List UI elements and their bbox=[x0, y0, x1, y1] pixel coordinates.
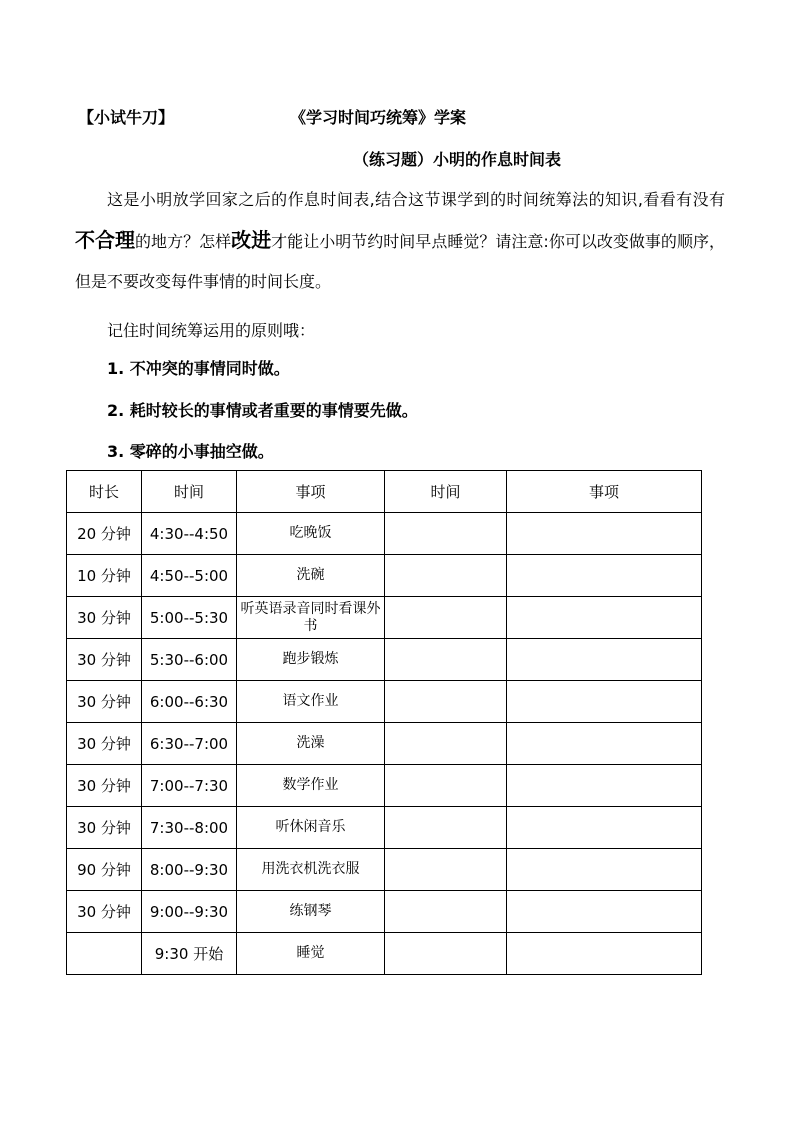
section-tag: 【小试牛刀】 bbox=[78, 108, 175, 127]
time-cell: 6:30--7:00 bbox=[142, 723, 237, 765]
table-header-row bbox=[67, 471, 702, 513]
emphasis-unreasonable: 不合理 bbox=[75, 228, 136, 252]
time-cell: 4:30--4:50 bbox=[142, 513, 237, 555]
item-cell: 数学作业 bbox=[237, 765, 385, 807]
time-cell: 7:00--7:30 bbox=[142, 765, 237, 807]
duration-cell: 30 分钟 bbox=[67, 765, 142, 807]
header-item: 事项 bbox=[237, 471, 385, 513]
schedule-table bbox=[66, 470, 702, 975]
header-new-item: 事项 bbox=[507, 471, 702, 513]
new-time-cell[interactable] bbox=[385, 555, 507, 597]
item-cell: 睡觉 bbox=[237, 933, 385, 975]
item-cell: 用洗衣机洗衣服 bbox=[237, 849, 385, 891]
duration-cell: 10 分钟 bbox=[67, 555, 142, 597]
table-row bbox=[67, 639, 702, 681]
new-item-cell[interactable] bbox=[507, 807, 702, 849]
time-cell: 8:00--9:30 bbox=[142, 849, 237, 891]
intro-text-3: 才能让小明节约时间早点睡觉？请注意:你可以改变做事的顺序，但是不要改变每件事情的时间长度。 bbox=[75, 232, 725, 291]
principles-intro: 记住时间统筹运用的原则哦： bbox=[107, 321, 316, 340]
new-item-cell[interactable] bbox=[507, 933, 702, 975]
time-cell: 5:30--6:00 bbox=[142, 639, 237, 681]
table-row bbox=[67, 891, 702, 933]
duration-cell: 30 分钟 bbox=[67, 723, 142, 765]
new-item-cell[interactable] bbox=[507, 513, 702, 555]
table-row bbox=[67, 765, 702, 807]
new-item-cell[interactable] bbox=[507, 891, 702, 933]
intro-paragraph bbox=[75, 180, 725, 302]
duration-cell: 30 分钟 bbox=[67, 891, 142, 933]
item-cell: 语文作业 bbox=[237, 681, 385, 723]
new-time-cell[interactable] bbox=[385, 639, 507, 681]
time-cell: 7:30--8:00 bbox=[142, 807, 237, 849]
time-cell: 4:50--5:00 bbox=[142, 555, 237, 597]
header-time: 时间 bbox=[142, 471, 237, 513]
new-item-cell[interactable] bbox=[507, 555, 702, 597]
table-row bbox=[67, 849, 702, 891]
new-time-cell[interactable] bbox=[385, 807, 507, 849]
new-item-cell[interactable] bbox=[507, 639, 702, 681]
table-row bbox=[67, 723, 702, 765]
intro-text-1: 这是小明放学回家之后的作息时间表,结合这节课学到的时间统筹法的知识,看看有没有 bbox=[107, 190, 725, 209]
table-row bbox=[67, 681, 702, 723]
new-time-cell[interactable] bbox=[385, 891, 507, 933]
new-time-cell[interactable] bbox=[385, 681, 507, 723]
item-cell: 吃晚饭 bbox=[237, 513, 385, 555]
time-cell: 9:00--9:30 bbox=[142, 891, 237, 933]
new-time-cell[interactable] bbox=[385, 597, 507, 639]
table-row bbox=[67, 513, 702, 555]
table-row bbox=[67, 597, 702, 639]
duration-cell: 30 分钟 bbox=[67, 681, 142, 723]
new-item-cell[interactable] bbox=[507, 681, 702, 723]
time-cell: 9:30 开始 bbox=[142, 933, 237, 975]
time-cell: 6:00--6:30 bbox=[142, 681, 237, 723]
new-time-cell[interactable] bbox=[385, 513, 507, 555]
emphasis-improve: 改进 bbox=[231, 228, 272, 252]
worksheet-subtitle: （练习题）小明的作息时间表 bbox=[352, 150, 561, 169]
document-title: 《学习时间巧统筹》学案 bbox=[290, 108, 467, 127]
item-cell: 跑步锻炼 bbox=[237, 639, 385, 681]
duration-cell bbox=[67, 933, 142, 975]
duration-cell: 30 分钟 bbox=[67, 807, 142, 849]
duration-cell: 30 分钟 bbox=[67, 639, 142, 681]
new-item-cell[interactable] bbox=[507, 765, 702, 807]
new-item-cell[interactable] bbox=[507, 723, 702, 765]
header-new-time: 时间 bbox=[385, 471, 507, 513]
item-cell: 听英语录音同时看课外书 bbox=[237, 597, 385, 639]
duration-cell: 30 分钟 bbox=[67, 597, 142, 639]
new-item-cell[interactable] bbox=[507, 597, 702, 639]
principle-3: 3. 零碎的小事抽空做。 bbox=[107, 442, 274, 461]
item-cell: 洗澡 bbox=[237, 723, 385, 765]
header bbox=[78, 105, 718, 129]
duration-cell: 20 分钟 bbox=[67, 513, 142, 555]
table-row bbox=[67, 933, 702, 975]
new-time-cell[interactable] bbox=[385, 933, 507, 975]
table-row bbox=[67, 555, 702, 597]
principle-2: 2. 耗时较长的事情或者重要的事情要先做。 bbox=[107, 401, 418, 420]
new-item-cell[interactable] bbox=[507, 849, 702, 891]
item-cell: 练钢琴 bbox=[237, 891, 385, 933]
item-cell: 洗碗 bbox=[237, 555, 385, 597]
table-row bbox=[67, 807, 702, 849]
new-time-cell[interactable] bbox=[385, 765, 507, 807]
item-cell: 听休闲音乐 bbox=[237, 807, 385, 849]
header-duration: 时长 bbox=[67, 471, 142, 513]
new-time-cell[interactable] bbox=[385, 849, 507, 891]
duration-cell: 90 分钟 bbox=[67, 849, 142, 891]
time-cell: 5:00--5:30 bbox=[142, 597, 237, 639]
new-time-cell[interactable] bbox=[385, 723, 507, 765]
principle-1: 1. 不冲突的事情同时做。 bbox=[107, 359, 290, 378]
intro-text-2: 的地方？怎样 bbox=[135, 232, 232, 251]
